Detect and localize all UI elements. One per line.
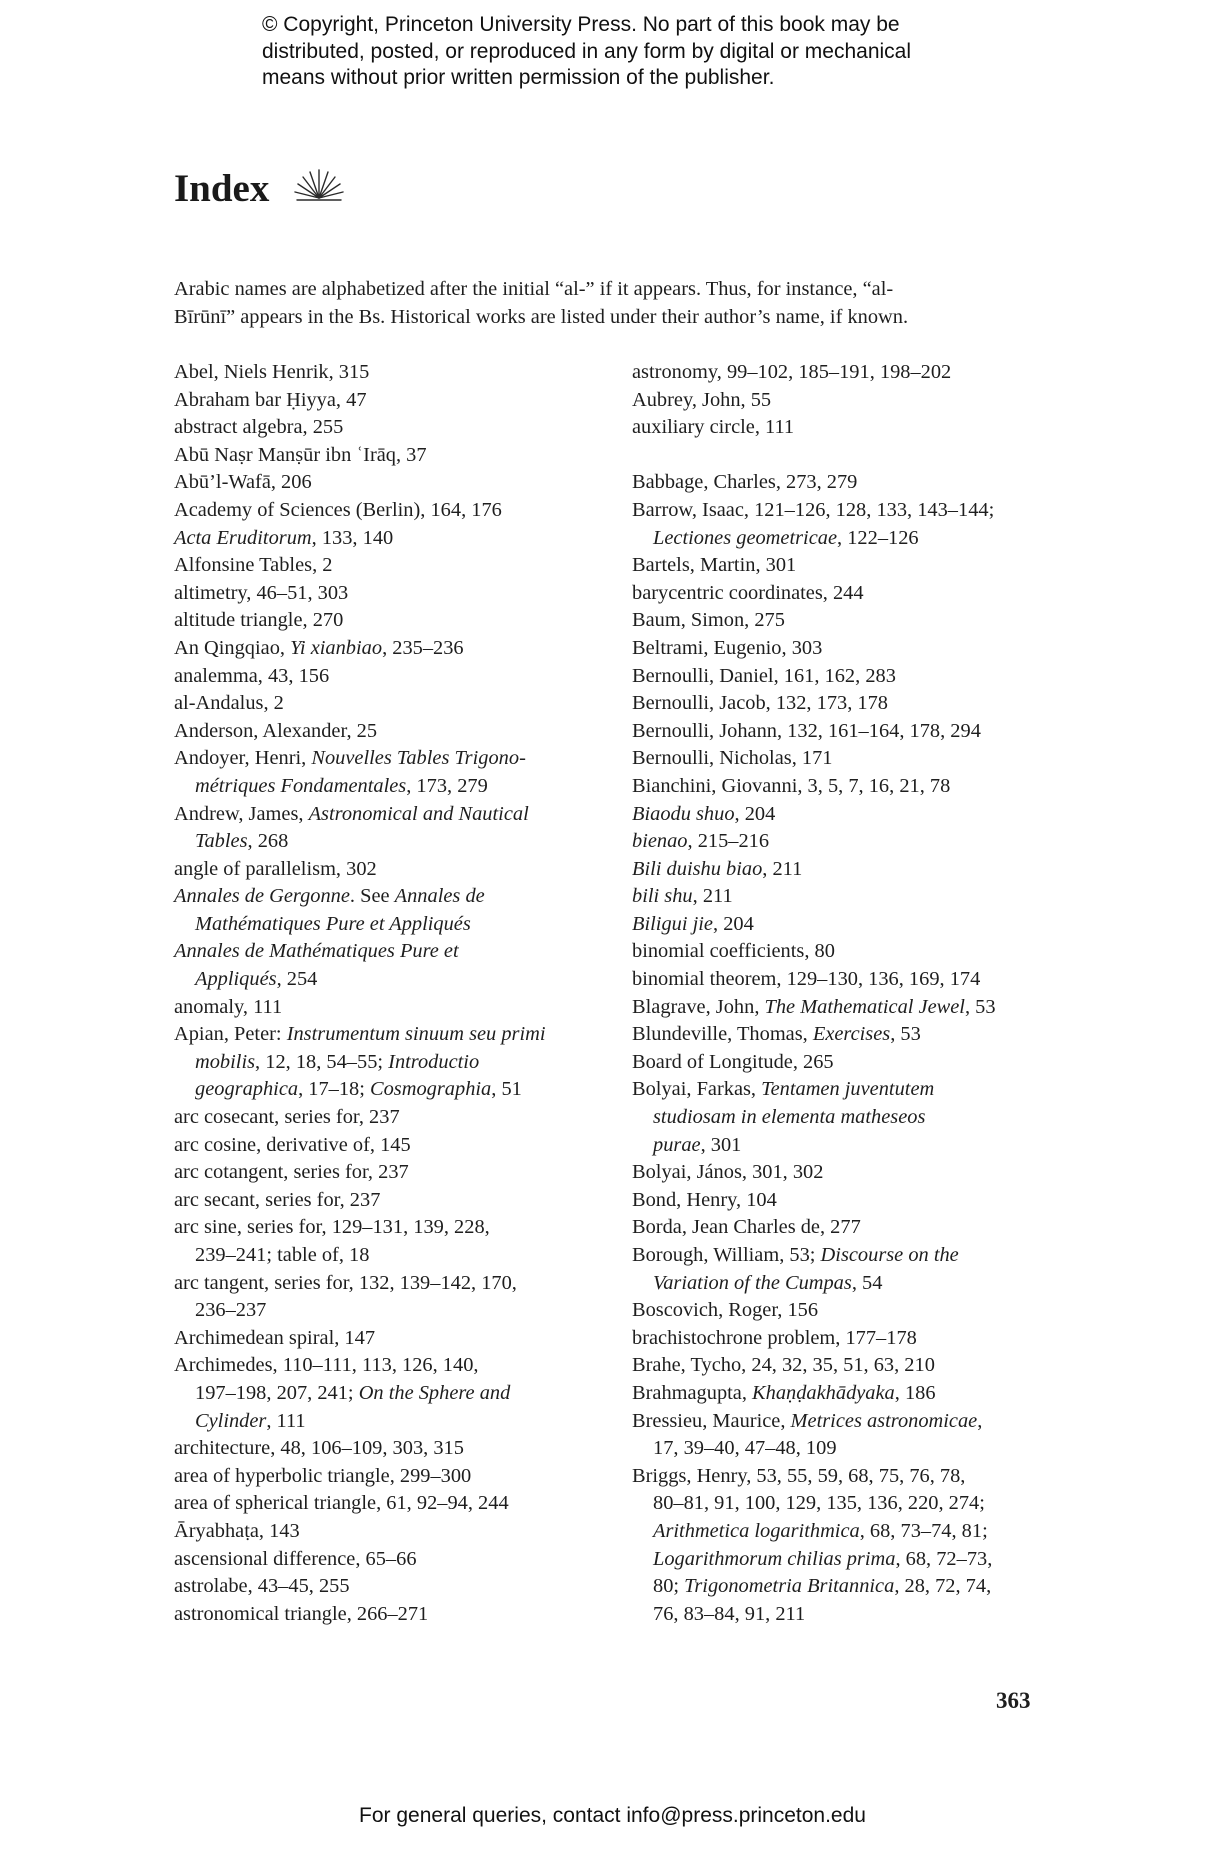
italic-title: mobilis [195,1050,256,1073]
index-entry [632,1159,1082,1187]
index-entry-line: Biligui jie, 204 [632,912,754,935]
index-entry-line: Annales de Gergonne. See Annales de [174,885,485,908]
index-entry-line: Biaodu shuo, 204 [632,802,776,825]
index-entry-line: Archimedes, 110–111, 113, 126, 140, [174,1354,479,1377]
index-entry-line: al-Andalus, 2 [174,692,284,715]
italic-title: Biligui jie [632,912,713,935]
index-entry [174,883,624,938]
italic-title: bienao [632,830,688,853]
index-entry [632,828,1082,856]
italic-title: Annales de Mathématiques Pure et [174,940,459,963]
index-entry [174,387,624,415]
index-entry [174,1104,624,1132]
index-entry-line: auxiliary circle, 111 [632,416,795,439]
index-entry [632,1297,1082,1325]
index-entry-line: astronomy, 99–102, 185–191, 198–202 [632,361,952,383]
index-entry [632,552,1082,580]
index-entry [174,1270,624,1325]
italic-title: Exercises [812,1023,891,1046]
index-entry-continuation: Appliqués, 254 [195,968,318,991]
index-entry [174,718,624,746]
index-entry [174,745,624,800]
index-entry [632,1076,1082,1159]
index-entry-continuation: purae, 301 [653,1133,742,1156]
index-entry-line: Borda, Jean Charles de, 277 [632,1216,861,1239]
italic-title: bili shu [632,885,693,908]
index-entry [174,552,624,580]
index-entry [174,856,624,884]
italic-title: Yi xianbiao [290,636,383,659]
italic-title: Tables [195,830,248,853]
index-entry-line: Abel, Niels Henrik, 315 [174,361,370,383]
copyright-line: © Copyright, Princeton University Press. No part of this book may be [262,13,900,36]
index-entry-line: Anderson, Alexander, 25 [174,719,378,742]
italic-title: Cosmographia [370,1078,492,1101]
footer-contact: For general queries, contact info@press.princeton.edu [359,1804,866,1827]
index-entry-line: Bartels, Martin, 301 [632,554,797,577]
index-entry-line: Babbage, Charles, 273, 279 [632,471,858,494]
index-entry-line: Beltrami, Eugenio, 303 [632,636,823,659]
index-entry-line: Board of Longitude, 265 [632,1050,834,1073]
index-entry-line: arc sine, series for, 129–131, 139, 228, [174,1216,490,1239]
index-entry [174,1573,624,1601]
title-block [174,158,347,218]
index-entry [174,635,624,663]
index-entry [632,663,1082,691]
index-entry [632,911,1082,939]
index-entry-line: arc secant, series for, 237 [174,1188,381,1211]
index-entry [632,1325,1082,1353]
index-entry-continuation: Variation of the Cumpas, 54 [653,1271,883,1294]
index-entry-line: Bili duishu biao, 211 [632,857,803,880]
index-entry-continuation: 76, 83–84, 91, 211 [653,1602,806,1625]
index-entry [174,1352,624,1435]
index-entry [632,1463,1082,1629]
italic-title: Appliqués [195,968,277,991]
index-entry-line: Academy of Sciences (Berlin), 164, 176 [174,498,502,521]
italic-title: Bili duishu biao [632,857,763,880]
index-entry [174,1463,624,1491]
index-entry [632,773,1082,801]
index-entry [174,1546,624,1574]
italic-title: Biaodu shuo [632,802,735,825]
italic-title: Discourse on the [820,1244,959,1266]
index-entry [174,580,624,608]
intro-line: Arabic names are alphabetized after the initial “al-” if it appears. Thus, for instance, “al- [174,278,894,300]
italic-title: Lectiones geometricae [653,526,838,549]
index-entry [632,580,1082,608]
index-entry-continuation: Lectiones geometricae, 122–126 [653,526,919,549]
index-entry-line: Apian, Peter: Instrumentum sinuum seu primi [174,1023,546,1046]
index-entry-line: binomial coefficients, 80 [632,940,835,963]
index-entry-line: Bressieu, Maurice, Metrices astronomicae, [632,1409,983,1432]
index-entry-continuation [174,911,624,939]
index-entry-line: Abraham bar Ḥiyya, 47 [174,388,367,411]
italic-title: Acta Eruditorum [174,526,312,549]
index-entry-continuation [632,1104,1082,1132]
italic-title: Arithmetica logarithmica [653,1519,860,1542]
index-entry-line: Borough, William, 53; Discourse on the [632,1244,959,1266]
index-entry-line: Boscovich, Roger, 156 [632,1299,819,1322]
index-entry-line: arc tangent, series for, 132, 139–142, 170, [174,1271,517,1294]
italic-title: Metrices astronomicae [790,1409,978,1432]
index-entry-line: astrolabe, 43–45, 255 [174,1575,350,1598]
index-entry [174,525,624,553]
index-entry [632,497,1082,552]
index-entry [174,690,624,718]
index-entry-line: Bernoulli, Johann, 132, 161–164, 178, 294 [632,719,981,742]
italic-title: Annales de Gergonne [174,885,350,908]
italic-title: Khaṇḍakhādyaka [752,1381,895,1404]
index-entry-continuation: 17, 39–40, 47–48, 109 [653,1437,837,1460]
italic-title: Introductio [388,1050,480,1073]
index-entry [174,1435,624,1463]
index-entry-line: Blundeville, Thomas, Exercises, 53 [632,1023,921,1046]
index-column-right [632,359,1082,1628]
index-entry-continuation: 80–81, 91, 100, 129, 135, 136, 220, 274; [653,1492,985,1515]
italic-title: On the Sphere and [358,1381,511,1404]
italic-title: Variation of the Cumpas [653,1271,852,1294]
index-entry-continuation: 80; Trigonometria Britannica, 28, 72, 74, [653,1575,992,1598]
index-entry [174,414,624,442]
index-entry [174,801,624,856]
index-entry [632,414,1082,442]
index-entry-line: bienao, 215–216 [632,830,770,853]
index-entry-continuation: Arithmetica logarithmica, 68, 73–74, 81; [653,1519,988,1542]
index-entry-line: Barrow, Isaac, 121–126, 128, 133, 143–144; [632,498,995,521]
index-entry-line: Abū’l-Wafā, 206 [174,471,312,494]
index-entry-line: analemma, 43, 156 [174,664,330,687]
index-entry-line: architecture, 48, 106–109, 303, 315 [174,1437,464,1460]
index-entry [632,938,1082,966]
index-entry [174,1021,624,1104]
page-title: Index [174,166,270,210]
index-entry [174,1187,624,1215]
italic-title: Tentamen juventutem [761,1078,935,1101]
index-entry [632,1021,1082,1049]
index-entry [632,718,1082,746]
index-entry [632,1380,1082,1408]
copyright-notice [262,12,1022,92]
index-entry [632,1242,1082,1297]
index-intro-note [174,276,1054,331]
index-entry-line: Bolyai, Farkas, Tentamen juventutem [632,1078,935,1101]
italic-title: The Mathematical Jewel [764,995,965,1018]
index-entry-line: ascensional difference, 65–66 [174,1547,417,1570]
index-entry-line: Blagrave, John, The Mathematical Jewel, 53 [632,995,996,1018]
copyright-line: means without prior written permission of the publisher. [262,66,775,89]
index-entry-continuation: geographica, 17–18; Cosmographia, 51 [195,1078,522,1101]
index-entry [632,387,1082,415]
index-entry-line: area of spherical triangle, 61, 92–94, 244 [174,1492,509,1515]
index-entry-line: arc cotangent, series for, 237 [174,1161,409,1184]
index-entry-continuation: mobilis, 12, 18, 54–55; Introductio [195,1050,480,1073]
italic-title: métriques Fondamentales [195,774,407,797]
index-entry-line: abstract algebra, 255 [174,416,344,439]
index-entry [632,635,1082,663]
page-number: 363 [996,1688,1031,1713]
index-entry-line: Bernoulli, Daniel, 161, 162, 283 [632,664,896,687]
index-entry-line: Bolyai, János, 301, 302 [632,1161,824,1184]
index-entry-line: altimetry, 46–51, 303 [174,581,349,604]
index-entry-line [174,938,624,966]
copyright-line: distributed, posted, or reproduced in any form by digital or mechanical [262,39,912,63]
index-entry [174,359,624,387]
index-entry-line: Bianchini, Giovanni, 3, 5, 7, 16, 21, 78 [632,774,951,797]
italic-title: Logarithmorum chilias prima [653,1547,896,1570]
index-entry-continuation: Logarithmorum chilias prima, 68, 72–73, [653,1547,993,1570]
index-entry-line: Āryabhaṭa, 143 [174,1519,300,1542]
index-entry-line: arc cosine, derivative of, 145 [174,1133,411,1156]
index-entry [632,883,1082,911]
index-entry [174,1518,624,1546]
index-entry [632,359,1082,387]
index-entry-line: An Qingqiao, Yi xianbiao, 235–236 [174,636,464,659]
index-entry-line: Acta Eruditorum, 133, 140 [174,526,394,549]
index-entry [174,607,624,635]
italic-title: Astronomical and Nautical [308,802,529,825]
index-entry-continuation: Cylinder, 111 [195,1409,306,1432]
italic-title: Cylinder [195,1409,267,1432]
index-entry-line: binomial theorem, 129–130, 136, 169, 174 [632,968,981,991]
index-entry-line: Archimedean spiral, 147 [174,1326,376,1349]
index-entry [174,1132,624,1160]
index-entry-line: bili shu, 211 [632,885,733,908]
index-entry [174,663,624,691]
index-entry-line: Brahmagupta, Khaṇḍakhādyaka, 186 [632,1381,936,1404]
italic-title: Mathématiques Pure et Appliqués [195,912,471,935]
index-entry [632,801,1082,829]
index-entry-line: altitude triangle, 270 [174,609,344,632]
italic-title: purae [653,1133,701,1156]
index-entry [174,442,624,470]
index-entry-line: arc cosecant, series for, 237 [174,1106,400,1129]
italic-title: geographica [195,1078,299,1101]
index-entry [632,856,1082,884]
index-entry-line: Bond, Henry, 104 [632,1188,777,1211]
index-entry-continuation: 197–198, 207, 241; On the Sphere and [195,1381,511,1404]
italic-title: Nouvelles Tables Trigono- [311,747,526,770]
italic-title: Instrumentum sinuum seu primi [286,1023,546,1046]
index-entry-line: astronomical triangle, 266–271 [174,1602,429,1625]
index-entry-line: Baum, Simon, 275 [632,609,785,632]
index-entry [632,1214,1082,1242]
index-entry [174,1325,624,1353]
index-entry [174,938,624,993]
index-entry-line: Alfonsine Tables, 2 [174,554,333,577]
index-entry [174,1490,624,1518]
index-entry [174,497,624,525]
index-entry [632,745,1082,773]
index-entry-line: anomaly, 111 [174,995,283,1018]
index-entry-line: Bernoulli, Jacob, 132, 173, 178 [632,692,888,715]
index-entry [174,994,624,1022]
index-entry [632,607,1082,635]
index-entry-line: angle of parallelism, 302 [174,857,377,880]
index-entry-continuation: 236–237 [195,1299,267,1322]
italic-title: studiosam in elementa matheseos [653,1106,926,1129]
sunburst-ornament-icon [291,168,347,208]
index-entry [174,1601,624,1629]
intro-line: Bīrūnī” appears in the Bs. Historical works are listed under their author’s name, if known. [174,305,909,328]
index-entry-continuation: métriques Fondamentales, 173, 279 [195,774,488,797]
index-column-left [174,359,624,1628]
index-entry [632,966,1082,994]
index-spacer [632,442,1082,470]
index-entry-line: brachistochrone problem, 177–178 [632,1326,917,1349]
italic-title: Annales de [394,885,485,908]
index-entry [174,1214,624,1269]
index-entry-continuation: 239–241; table of, 18 [195,1244,370,1266]
index-entry [632,469,1082,497]
index-entry-line: area of hyperbolic triangle, 299–300 [174,1464,472,1487]
index-entry-line: Bernoulli, Nicholas, 171 [632,747,833,770]
index-entry-line: Andrew, James, Astronomical and Nautical [174,802,529,825]
index-entry-line: Abū Naṣr Manṣūr ibn ʿIrāq, 37 [174,443,427,466]
index-entry-line: barycentric coordinates, 244 [632,581,864,604]
index-entry [632,1352,1082,1380]
index-entry-line: Andoyer, Henri, Nouvelles Tables Trigono- [174,747,526,770]
index-entry [632,994,1082,1022]
index-entry-line: Briggs, Henry, 53, 55, 59, 68, 75, 76, 78, [632,1464,966,1487]
index-entry [632,1049,1082,1077]
index-entry [174,469,624,497]
index-entry [632,690,1082,718]
index-entry [174,1159,624,1187]
italic-title: Trigonometria Britannica [684,1575,895,1598]
index-entry [632,1187,1082,1215]
index-entry-line: Brahe, Tycho, 24, 32, 35, 51, 63, 210 [632,1354,935,1377]
index-entry [632,1408,1082,1463]
index-entry-continuation: Tables, 268 [195,830,289,853]
index-entry-line: Aubrey, John, 55 [632,388,772,411]
